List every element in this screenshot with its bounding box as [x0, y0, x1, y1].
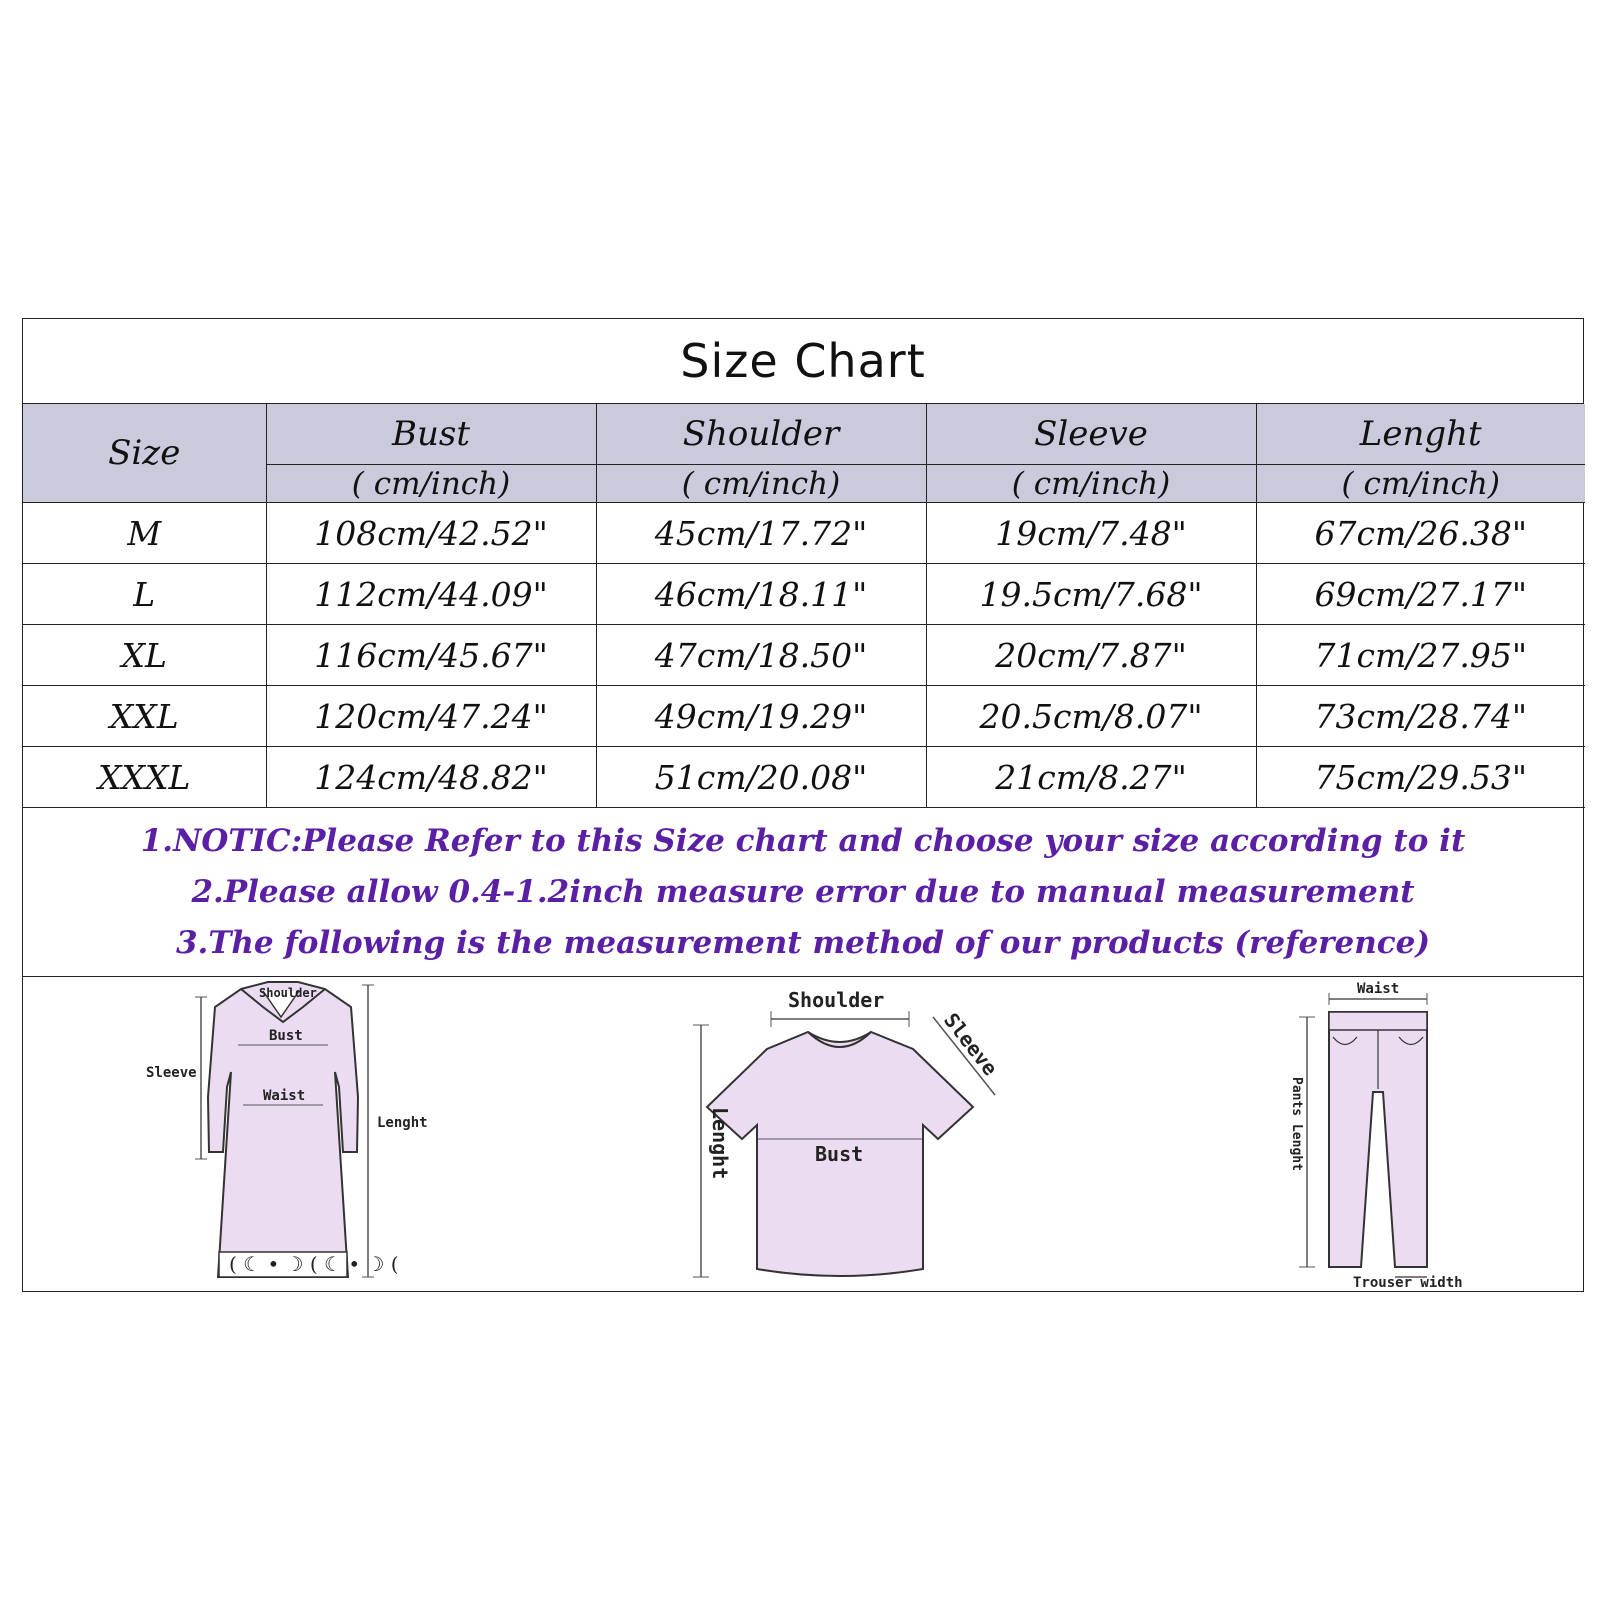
bust-cell: 116cm/45.67" — [266, 625, 596, 686]
shoulder-cell: 51cm/20.08" — [596, 747, 926, 808]
bust-cell: 120cm/47.24" — [266, 686, 596, 747]
header-row — [23, 404, 1585, 465]
length-cell: 75cm/29.53" — [1256, 747, 1585, 808]
dress-diagram — [113, 977, 453, 1291]
pants-diagram — [1273, 977, 1503, 1291]
note-1: 1.NOTIC:Please Refer to this Size chart and choose your size according to it — [140, 823, 1466, 859]
shoulder-cell: 45cm/17.72" — [596, 503, 926, 564]
note-2: 2.Please allow 0.4-1.2inch measure error due to manual measurement — [191, 874, 1415, 910]
dress-sleeve-label: Sleeve — [146, 1065, 197, 1081]
notes-section — [23, 809, 1583, 977]
shoulder-cell: 49cm/19.29" — [596, 686, 926, 747]
bust-cell: 112cm/44.09" — [266, 564, 596, 625]
shoulder-cell: 46cm/18.11" — [596, 564, 926, 625]
size-cell: XXL — [23, 686, 266, 747]
dress-shoulder-label: Shoulder — [259, 986, 317, 1000]
length-cell: 69cm/27.17" — [1256, 564, 1585, 625]
length-cell: 73cm/28.74" — [1256, 686, 1585, 747]
bust-cell: 124cm/48.82" — [266, 747, 596, 808]
size-chart — [22, 318, 1584, 1292]
table-row — [23, 625, 1585, 686]
dress-waist-label: Waist — [263, 1088, 306, 1104]
table-row — [23, 503, 1585, 564]
tshirt-diagram — [683, 977, 1063, 1291]
sleeve-unit: ( cm/inch) — [926, 465, 1256, 503]
tshirt-sleeve-label: Sleeve — [939, 1008, 1003, 1081]
pants-length-label: Pants Lenght — [1289, 1077, 1304, 1171]
measurement-illustrations — [23, 977, 1583, 1291]
dress-bust-label: Bust — [269, 1028, 303, 1044]
pants-trouser-width-label: Trouser width — [1353, 1275, 1463, 1291]
shoulder-unit: ( cm/inch) — [596, 465, 926, 503]
tshirt-length-label: Lenght — [708, 1107, 732, 1180]
size-cell: M — [23, 503, 266, 564]
table-row — [23, 686, 1585, 747]
shoulder-cell: 47cm/18.50" — [596, 625, 926, 686]
sleeve-cell: 21cm/8.27" — [926, 747, 1256, 808]
size-table — [23, 404, 1585, 808]
note-3: 3.The following is the measurement method of our products (reference) — [175, 925, 1431, 961]
size-cell: XL — [23, 625, 266, 686]
size-header: Size — [23, 404, 266, 503]
bust-cell: 108cm/42.52" — [266, 503, 596, 564]
sleeve-cell: 19cm/7.48" — [926, 503, 1256, 564]
sleeve-cell: 19.5cm/7.68" — [926, 564, 1256, 625]
table-row — [23, 747, 1585, 808]
length-unit: ( cm/inch) — [1256, 465, 1585, 503]
table-row — [23, 564, 1585, 625]
svg-text:( ☾ • ☽ ( ☾ • ☽ (: ( ☾ • ☽ ( ☾ • ☽ ( — [229, 1252, 399, 1276]
tshirt-bust-label: Bust — [815, 1142, 864, 1166]
pants-waist-label: Waist — [1357, 981, 1400, 997]
size-cell: L — [23, 564, 266, 625]
sleeve-header: Sleeve — [926, 404, 1256, 465]
sleeve-cell: 20.5cm/8.07" — [926, 686, 1256, 747]
bust-unit: ( cm/inch) — [266, 465, 596, 503]
size-cell: XXXL — [23, 747, 266, 808]
shoulder-header: Shoulder — [596, 404, 926, 465]
bust-header: Bust — [266, 404, 596, 465]
sleeve-cell: 20cm/7.87" — [926, 625, 1256, 686]
length-cell: 67cm/26.38" — [1256, 503, 1585, 564]
dress-length-label: Lenght — [377, 1115, 428, 1131]
tshirt-shoulder-label: Shoulder — [788, 988, 885, 1012]
length-cell: 71cm/27.95" — [1256, 625, 1585, 686]
chart-title: Size Chart — [23, 319, 1583, 404]
length-header: Lenght — [1256, 404, 1585, 465]
